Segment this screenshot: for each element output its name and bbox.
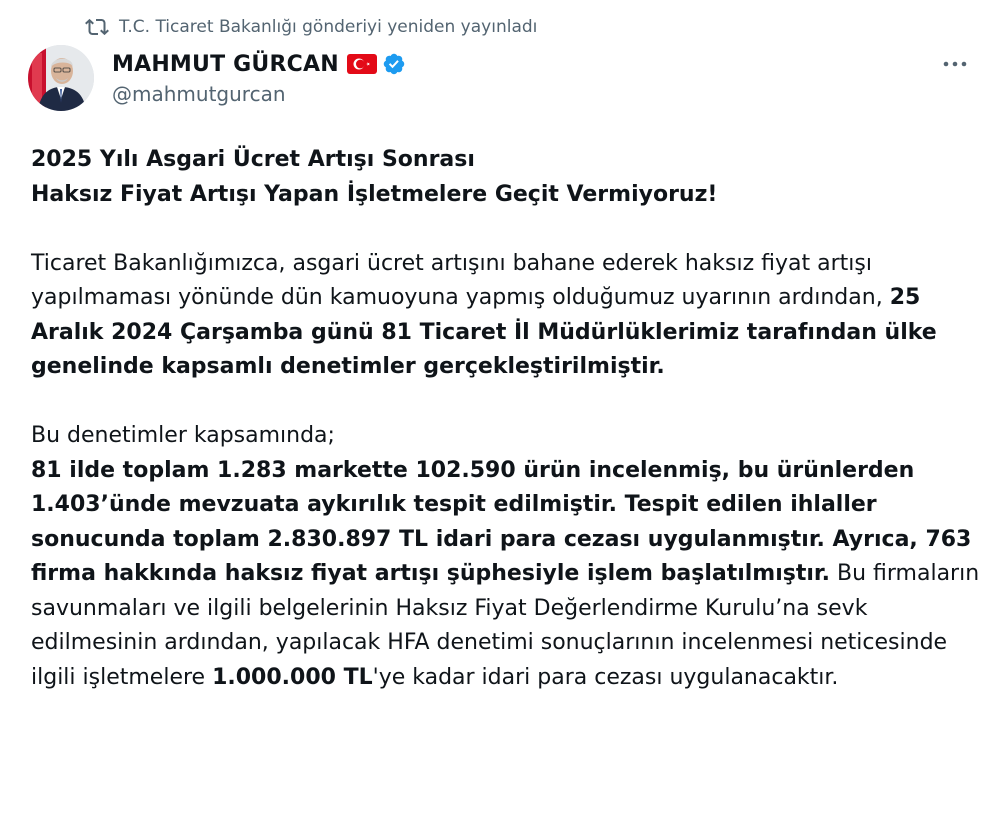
- paragraph-2-bold: 81 ilde toplam 1.283 markette 102.590 ürün incelenmiş, bu ürünlerden 1.403’ünde mevzuata aykırılık tespit edilmiştir. Tespit edilen ihlaller sonucunda toplam 2.830.897 TL idari para cezası uygulanmıştır. Ayrıca, 763 firma hakkında haksız fiyat artışı şüphesiyle işlem başlatılmıştır.: [31, 457, 972, 586]
- tweet-paragraph-2: [31, 454, 981, 696]
- paragraph-1-bold: 25 Aralık 2024 Çarşamba günü 81 Ticaret İl Müdürlüklerimiz tarafından ülke genelinde kapsamlı denetimler gerçekleştirilmiştir.: [31, 285, 937, 379]
- paragraph-1-text: Ticaret Bakanlığımızca, asgari ücret artışını bahane ederek haksız fiyat artışı yapılmaması yönünde dün kamuoyuna yapmış olduğumuz uyarının ardından,: [31, 250, 890, 310]
- author-display-name[interactable]: MAHMUT GÜRCAN: [112, 51, 339, 77]
- turkey-flag-icon: [347, 54, 377, 74]
- paragraph-2-end: 'ye kadar idari para cezası uygulanacaktır.: [372, 664, 839, 690]
- tweet-paragraph-2-intro: Bu denetimler kapsamında;: [31, 423, 335, 448]
- author-handle[interactable]: @mahmutgurcan: [112, 82, 286, 106]
- verified-badge-icon: [382, 52, 406, 76]
- tweet-paragraph-1: [31, 247, 981, 385]
- repost-indicator[interactable]: [85, 14, 537, 40]
- repost-text: T.C. Ticaret Bakanlığı gönderiyi yeniden yayınladı: [119, 17, 538, 37]
- more-options-icon: [942, 53, 968, 72]
- author-name-row: [112, 48, 406, 80]
- more-options-button[interactable]: [940, 49, 970, 75]
- paragraph-2-amount: 1.000.000 TL: [212, 664, 373, 690]
- tweet-title-line-1: 2025 Yılı Asgari Ücret Artışı Sonrası: [31, 147, 475, 172]
- tweet-title-line-2: Haksız Fiyat Artışı Yapan İşletmelere Geçit Vermiyoruz!: [31, 181, 718, 207]
- repost-icon: [85, 15, 109, 39]
- author-block: [112, 48, 406, 106]
- tweet-text: [31, 143, 981, 695]
- avatar[interactable]: [28, 45, 94, 111]
- paragraph-2-text: Bu firmaların savunmaları ve ilgili belgelerinin Haksız Fiyat Değerlendirme Kurulu’na sevk edilmesinin ardından, yapılacak HFA denetimi sonuçlarının incelenmesi neticesinde ilgili işletmelere: [31, 561, 980, 690]
